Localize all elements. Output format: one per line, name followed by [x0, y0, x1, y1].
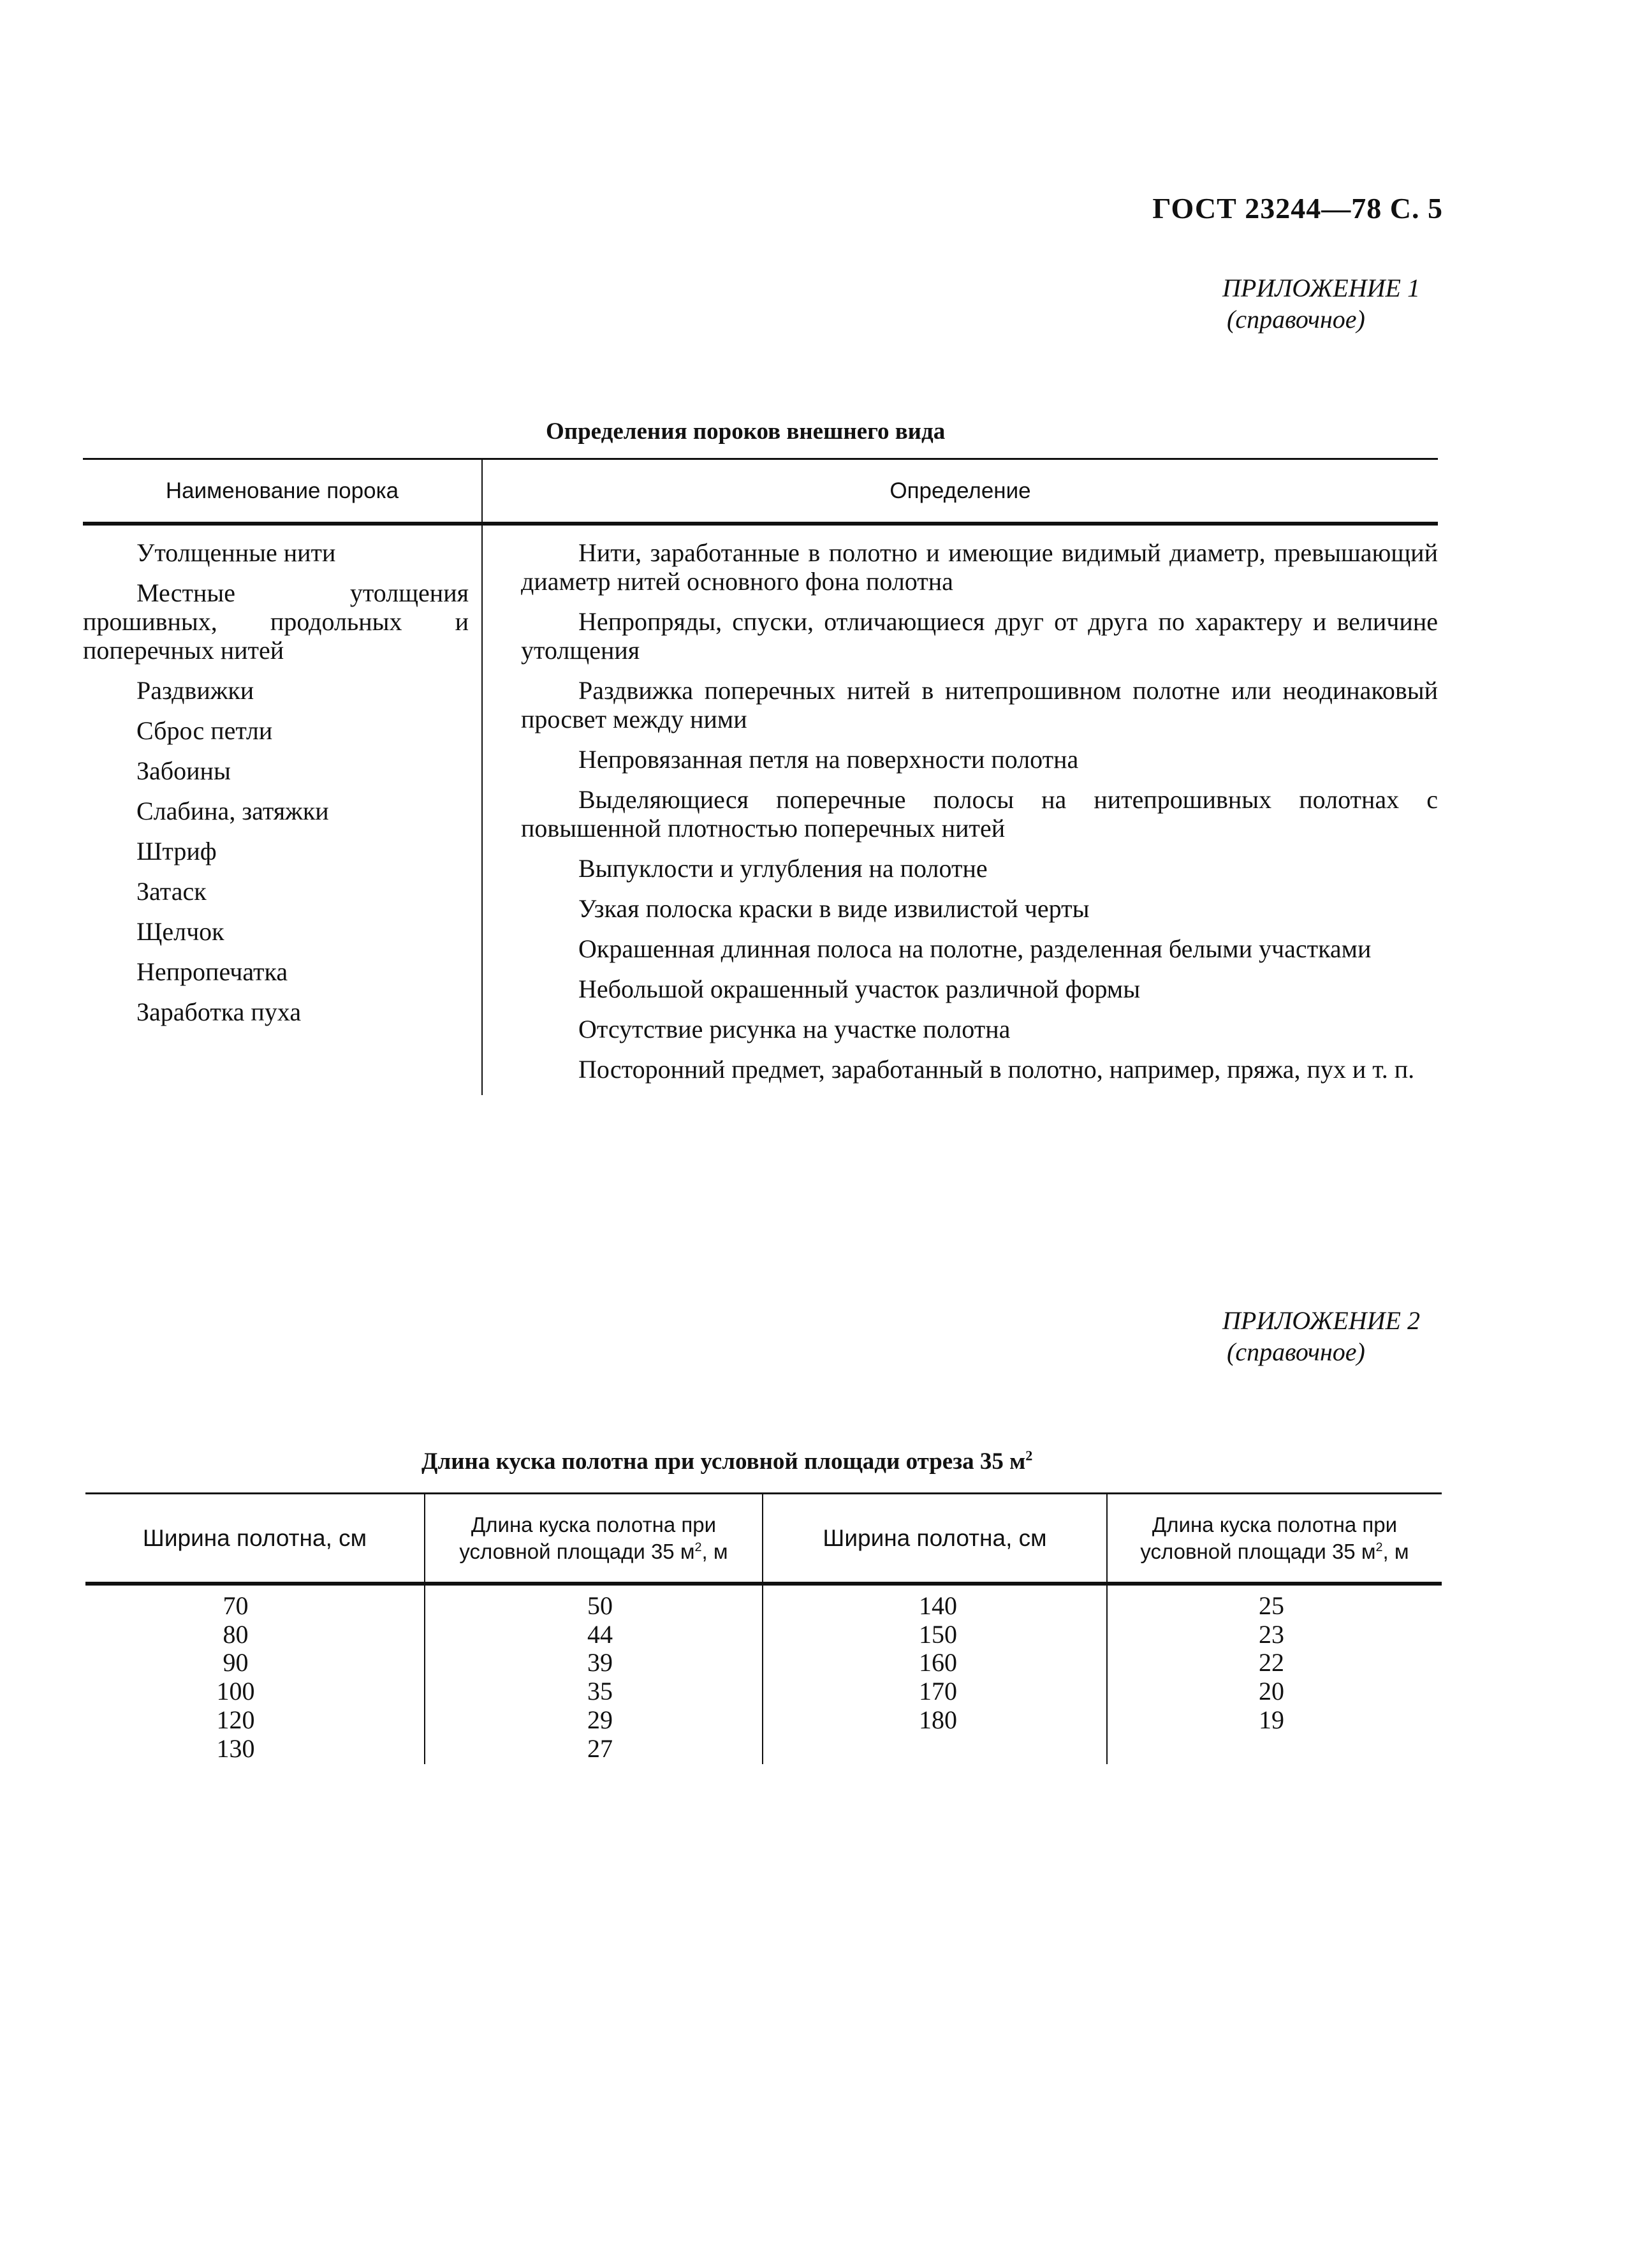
- defect-definition: Отсутствие рисунка на участке полотна: [578, 1015, 1011, 1043]
- defect-name: Утолщенные нити: [136, 538, 336, 567]
- table2-title-sup: 2: [1025, 1447, 1033, 1464]
- width-column-right: [762, 1586, 1106, 1764]
- width-value: 90: [223, 1648, 249, 1677]
- width-column-left: [85, 1586, 424, 1764]
- column-header-definition: Определение: [481, 460, 1438, 522]
- length-table: [85, 1492, 1442, 1764]
- defect-names-column: [83, 526, 481, 1095]
- defect-name: Слабина, затяжки: [136, 797, 329, 825]
- length-value: 20: [1259, 1677, 1284, 1706]
- width-value: 130: [216, 1734, 255, 1763]
- width-value: 70: [223, 1591, 249, 1620]
- length-header-sup: 2: [694, 1540, 702, 1554]
- defect-definition: Выпуклости и углубления на полотне: [578, 854, 988, 883]
- length-value: 44: [587, 1619, 613, 1649]
- width-value: 100: [216, 1677, 255, 1706]
- defect-name: Непропечатка: [136, 957, 288, 986]
- length-value: 50: [587, 1591, 613, 1620]
- width-value: 180: [919, 1705, 957, 1734]
- page-header: ГОСТ 23244—78 С. 5: [1152, 192, 1443, 225]
- length-header-text: Длина куска полотна при условной площади 35 м: [459, 1512, 717, 1563]
- length-column-left: [424, 1586, 762, 1764]
- defect-definition: Нити, заработанные в полотно и имеющие видимый диаметр, превышающий диаметр нитей основного фона полотна: [521, 538, 1438, 596]
- length-value: 25: [1259, 1591, 1284, 1620]
- length-column-right: [1106, 1586, 1442, 1764]
- column-header-length: [1106, 1494, 1442, 1582]
- defect-name: Штриф: [136, 837, 217, 865]
- defects-table: [83, 458, 1438, 1095]
- defect-name: Щелчок: [136, 917, 224, 946]
- column-header-length: [424, 1494, 762, 1582]
- column-header-width: Ширина полотна, см: [142, 1524, 367, 1551]
- length-value: 23: [1259, 1619, 1284, 1649]
- table-header: [83, 460, 1438, 526]
- length-value: 27: [587, 1734, 613, 1763]
- width-value: 120: [216, 1705, 255, 1734]
- table1-title: Определения пороков внешнего вида: [546, 418, 946, 445]
- defect-definition: Раздвижка поперечных нитей в нитепрошивном полотне или неодинаковый просвет между ними: [521, 676, 1438, 733]
- table2-title: [421, 1448, 1032, 1475]
- definitions-column: [481, 526, 1438, 1095]
- appendix2-label: ПРИЛОЖЕНИЕ 2: [1222, 1306, 1420, 1335]
- length-value: 22: [1259, 1648, 1284, 1677]
- defect-definition: Окрашенная длинная полоса на полотне, разделенная белыми участками: [578, 934, 1372, 963]
- defect-name: Сброс петли: [136, 716, 273, 745]
- table-header: [85, 1494, 1442, 1586]
- width-value: 140: [919, 1591, 957, 1620]
- width-value: 170: [919, 1677, 957, 1706]
- defect-definition: Небольшой окрашенный участок различной формы: [578, 975, 1141, 1003]
- length-value: 39: [587, 1648, 613, 1677]
- length-value: 35: [587, 1677, 613, 1706]
- defect-name: Раздвижки: [136, 676, 254, 705]
- defect-definition: Узкая полоска краски в виде извилистой черты: [578, 894, 1090, 923]
- length-header-unit: , м: [701, 1539, 728, 1563]
- defect-definition: Непропряды, спуски, отличающиеся друг от друга по характеру и величине утолщения: [521, 607, 1438, 665]
- appendix1-label: ПРИЛОЖЕНИЕ 1: [1222, 274, 1420, 302]
- length-header-unit: , м: [1382, 1539, 1409, 1563]
- length-value: 29: [587, 1705, 613, 1734]
- length-header-text: Длина куска полотна при условной площади 35 м: [1140, 1512, 1398, 1563]
- column-header-name: Наименование порока: [165, 478, 399, 503]
- defect-name: Забоины: [136, 756, 231, 785]
- width-value: 150: [919, 1619, 957, 1649]
- appendix1-note: (справочное): [1227, 305, 1365, 334]
- length-value: 19: [1259, 1705, 1284, 1734]
- length-header-sup: 2: [1375, 1540, 1383, 1554]
- width-value: 80: [223, 1619, 249, 1649]
- table2-title-text: Длина куска полотна при условной площади отреза 35 м: [421, 1448, 1026, 1475]
- defect-name: Местные утолщения прошивных, продольных и поперечных нитей: [83, 578, 469, 665]
- defect-name: Затаск: [136, 877, 207, 906]
- width-value: 160: [919, 1648, 957, 1677]
- appendix2-note: (справочное): [1227, 1337, 1365, 1366]
- defect-definition: Непровязанная петля на поверхности полотна: [578, 745, 1079, 774]
- defect-definition: Выделяющиеся поперечные полосы на нитепрошивных полотнах с повышенной плотностью поперечных нитей: [521, 785, 1438, 843]
- defect-name: Заработка пуха: [136, 998, 302, 1026]
- table-body: [85, 1586, 1442, 1764]
- defect-definition: Посторонний предмет, заработанный в полотно, например, пряжа, пух и т. п.: [578, 1055, 1415, 1084]
- column-header-width: Ширина полотна, см: [762, 1494, 1106, 1582]
